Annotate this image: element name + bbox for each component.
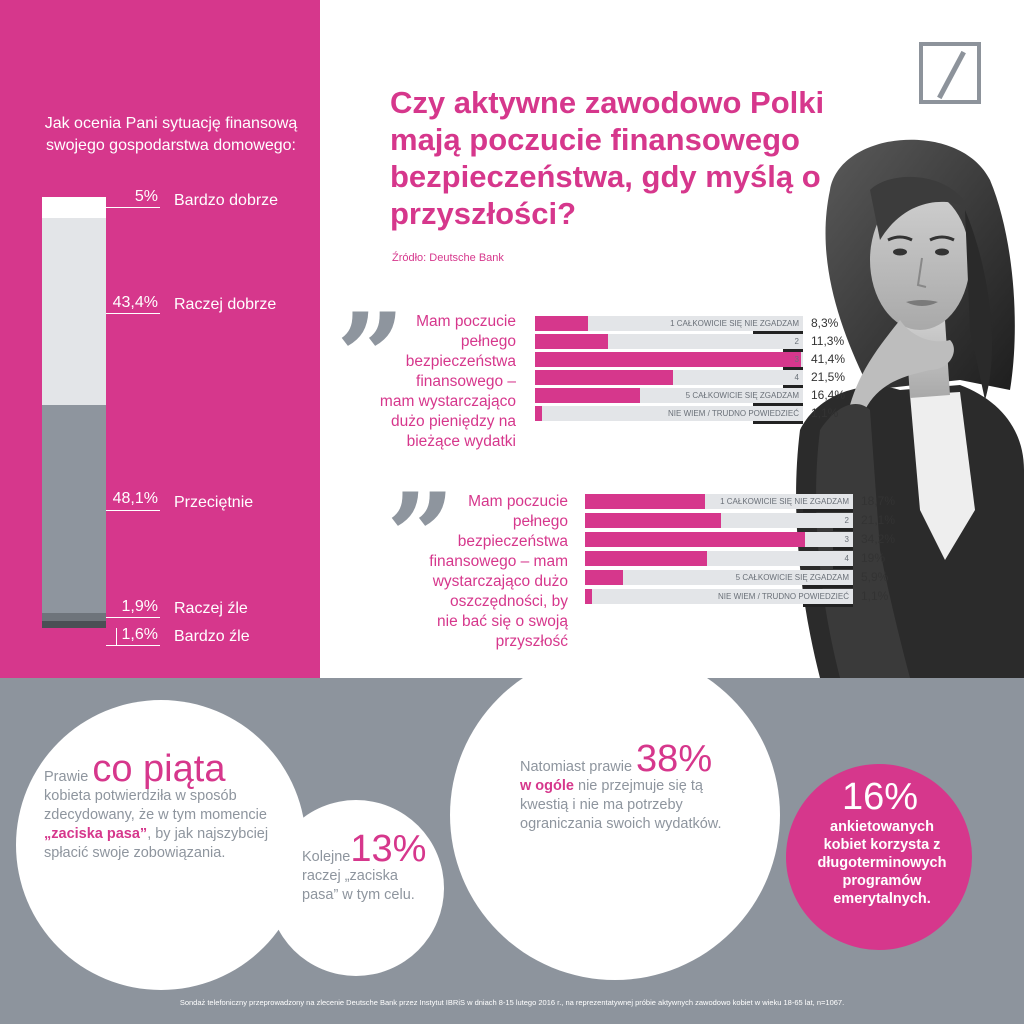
chart-1-value-label: 16,4% — [811, 388, 846, 402]
pct-przecietnie: 48,1% — [112, 490, 158, 507]
leader-line — [106, 645, 160, 646]
left-panel — [0, 0, 320, 678]
co-piata-text-1: kobieta potwierdziła w sposób zdecydowany, że w tym momencie — [44, 788, 267, 823]
chart-2-category-label: 5 CAŁKOWICIE SIĘ ZGADZAM — [735, 573, 849, 582]
chart-1-category-label: NIE WIEM / TRUDNO POWIEDZIEĆ — [668, 409, 799, 418]
c13-text: raczej „zaciska pasa” w tym celu. — [302, 868, 415, 903]
leader-line — [106, 510, 160, 511]
c38-big: 38% — [636, 738, 713, 780]
chart-2-value-label: 1,1% — [861, 589, 889, 603]
chart-1-bar — [535, 334, 608, 349]
chart-1-row — [535, 370, 846, 385]
circle-13-text — [302, 828, 432, 905]
chart-2-row — [585, 589, 889, 604]
chart-1-value-label: 11,3% — [811, 334, 845, 348]
chart-1-bar — [535, 388, 640, 403]
pct-raczej-zle: 1,9% — [121, 598, 158, 615]
deutsche-bank-logo — [919, 42, 981, 104]
label-raczej-dobrze: Raczej dobrze — [174, 296, 277, 313]
leader-line — [106, 207, 160, 208]
c38-pre: Natomiast prawie — [520, 759, 633, 775]
chart-2-category-label: 1 CAŁKOWICIE SIĘ NIE ZGADZAM — [720, 497, 849, 506]
c13-big: 13% — [350, 828, 427, 870]
chart-2-tick — [833, 528, 853, 531]
chart-2-tick — [833, 547, 853, 550]
c38-text: nie przejmuje się tą kwestią i nie ma potrzeby ograniczania swoich wydatków. — [520, 778, 722, 832]
c38-emphasis: w ogóle — [520, 778, 574, 794]
chart-2-row — [585, 494, 896, 509]
segment-raczej-dobrze — [42, 218, 106, 405]
chart-2-bar — [585, 513, 721, 528]
left-question: Jak ocenia Pani sytuację finansową swojego gospodarstwa domowego: — [44, 115, 298, 154]
chart-2-tick — [833, 566, 853, 569]
label-bardzo-dobrze: Bardzo dobrze — [174, 192, 279, 209]
quote-text-2: Mam poczucie pełnego bezpieczeństwa finansowego – mam wystarczająco dużo oszczędności, by nie bać się o swoją przyszłość — [429, 493, 568, 650]
chart-2-value-label: 18,7% — [861, 494, 896, 508]
source-note: Źródło: Deutsche Bank — [392, 252, 504, 264]
chart-1-bar — [535, 406, 542, 421]
pct-bardzo-zle: 1,6% — [121, 626, 158, 643]
chart-2-bar — [585, 589, 592, 604]
chart-1-row — [535, 334, 845, 349]
chart-2-tick — [803, 585, 853, 588]
segment-bardzo-dobrze — [42, 197, 106, 218]
chart-2-bar — [585, 532, 805, 547]
quote-mark-icon: ” — [336, 287, 406, 428]
segment-bardzo-zle — [42, 621, 106, 628]
leader-line — [106, 617, 160, 618]
chart-2-value-label: 5,9% — [861, 570, 889, 584]
segment-raczej-zle — [42, 613, 106, 621]
chart-2-tick — [803, 604, 853, 607]
label-przecietnie: Przeciętnie — [174, 494, 254, 511]
chart-1-row — [535, 406, 839, 421]
pct-raczej-dobrze: 43,4% — [112, 294, 158, 311]
chart-1-category-label: 5 CAŁKOWICIE SIĘ ZGADZAM — [685, 391, 799, 400]
chart-2-bar — [585, 570, 623, 585]
chart-2-row — [585, 513, 896, 528]
circle-co-piata-text — [44, 748, 274, 863]
chart-1-bar — [535, 316, 588, 331]
chart-1-value-label: 21,5% — [811, 370, 846, 384]
circle-38-text — [520, 738, 730, 834]
chart-2-row — [585, 532, 896, 547]
page-title: Czy aktywne zawodowo Polki mają poczucie finansowego bezpieczeństwa, gdy myślą o przyszłości? — [390, 85, 825, 231]
chart-2-bar — [585, 551, 707, 566]
chart-1-value-label: 1,1% — [811, 406, 839, 420]
chart-1-category-label: 1 CAŁKOWICIE SIĘ NIE ZGADZAM — [670, 319, 799, 328]
chart-2-value-label: 21,1% — [861, 513, 896, 527]
chart-1-bar — [535, 370, 673, 385]
chart-1-value-label: 8,3% — [811, 316, 839, 330]
chart-1-row — [535, 388, 846, 403]
chart-2-row — [585, 570, 889, 585]
chart-1-category-label: 3 — [794, 355, 799, 364]
co-piata-big: co piąta — [92, 748, 226, 790]
co-piata-emphasis: „zaciska pasa” — [44, 826, 148, 842]
chart-1-category-label: 2 — [794, 337, 799, 346]
stacked-bar — [42, 197, 106, 629]
chart-1-row — [535, 352, 846, 367]
chart-2-category-label: 4 — [844, 554, 849, 563]
c13-pre: Kolejne — [302, 849, 351, 865]
footnote: Sondaż telefoniczny przeprowadzony na zlecenie Deutsche Bank przez Instytut IBRiS w dniach 8-15 lutego 2016 r., na reprezentatywnej próbie aktywnych zawodowo kobiet w wieku 18-65 lat, n=1067. — [179, 998, 845, 1007]
label-raczej-zle: Raczej źle — [174, 600, 248, 617]
chart-1-bar — [535, 352, 801, 367]
pct-bardzo-dobrze: 5% — [134, 188, 158, 205]
quote-mark-icon: ” — [386, 467, 456, 608]
co-piata-pre: Prawie — [44, 769, 89, 785]
chart-2-value-label: 34,2% — [861, 532, 896, 546]
chart-1-tick — [753, 421, 803, 424]
chart-2-category-label: 3 — [844, 535, 849, 544]
chart-2-bar — [585, 494, 705, 509]
co-piata-text-2: , by jak najszybciej spłacić swoje zobowiązania. — [44, 826, 269, 861]
chart-2-category-label: NIE WIEM / TRUDNO POWIEDZIEĆ — [718, 592, 849, 601]
segment-przecietnie — [42, 405, 106, 613]
chart-1-value-label: 41,4% — [811, 352, 846, 366]
label-bardzo-zle: Bardzo źle — [174, 628, 250, 645]
chart-2-tick — [803, 509, 853, 512]
chart-1-category-label: 4 — [794, 373, 799, 382]
chart-2-value-label: 19% — [861, 551, 886, 565]
c16-text: ankietowanych kobiet korzysta z długoterminowych programów emerytalnych. — [817, 819, 947, 907]
quote-text-1: Mam poczucie pełnego bezpieczeństwa finansowego – mam wystarczająco dużo pieniędzy na bieżące wydatki — [379, 313, 516, 450]
leader-line — [106, 313, 160, 314]
chart-2-row — [585, 551, 886, 566]
c16-big: 16% — [842, 776, 919, 818]
chart-1-row — [535, 316, 839, 331]
chart-2-category-label: 2 — [844, 516, 849, 525]
